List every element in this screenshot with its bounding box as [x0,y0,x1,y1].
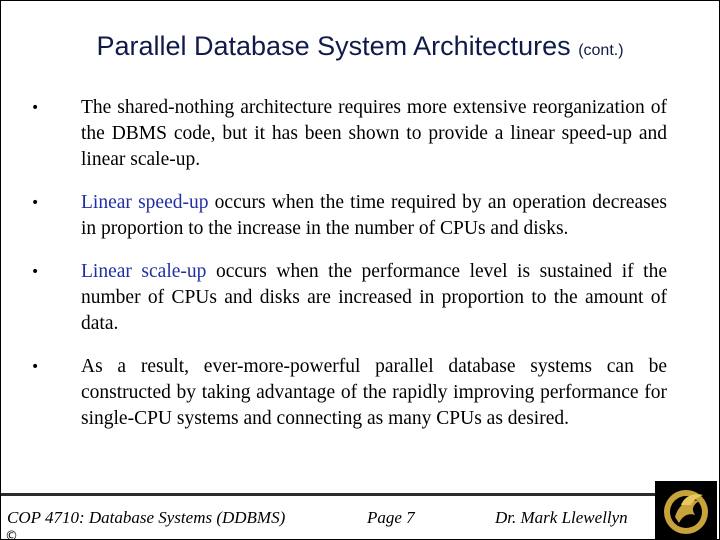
bullet-text: As a result, ever-more-powerful parallel database systems can be constructed by taking advantage of the rapidly improving performance for single-CPU systems and connecting as many CPUs as desired. [81,356,667,429]
ucf-pegasus-logo-icon [655,481,717,539]
title-main: Parallel Database System Architectures [96,31,571,61]
bullet-item [31,259,667,337]
slide-title [1,31,719,62]
bullet-marker-icon: • [31,359,40,375]
bullet-marker-icon: • [31,195,40,211]
bullet-text: occurs when the performance level is sustained if the number of CPUs and disks are increased in proportion to the amount of data. [81,261,667,334]
highlighted-term: Linear scale-up [81,261,207,282]
title-suffix: (cont.) [578,42,624,59]
footer-course: COP 4710: Database Systems (DDBMS) [7,508,286,527]
bullet-item [31,95,667,173]
bullet-marker-icon: • [31,100,40,116]
bullet-marker-icon: • [31,264,40,280]
bullet-text: occurs when the time required by an operation decreases in proportion to the increase in the number of CPUs and disks. [81,192,667,239]
bullet-item [31,190,667,242]
copyright-symbol: © [5,529,18,540]
bullet-text: The shared-nothing architecture requires more extensive reorganization of the DBMS code, but it has been shown to provide a linear speed-up and linear scale-up. [81,97,667,170]
bullet-item [31,354,667,432]
footer-author: Dr. Mark Llewellyn [495,508,628,527]
highlighted-term: Linear speed-up [81,192,209,213]
bullet-list [31,95,667,449]
footer-divider [1,493,655,496]
footer-page-number: Page 7 [367,508,415,527]
